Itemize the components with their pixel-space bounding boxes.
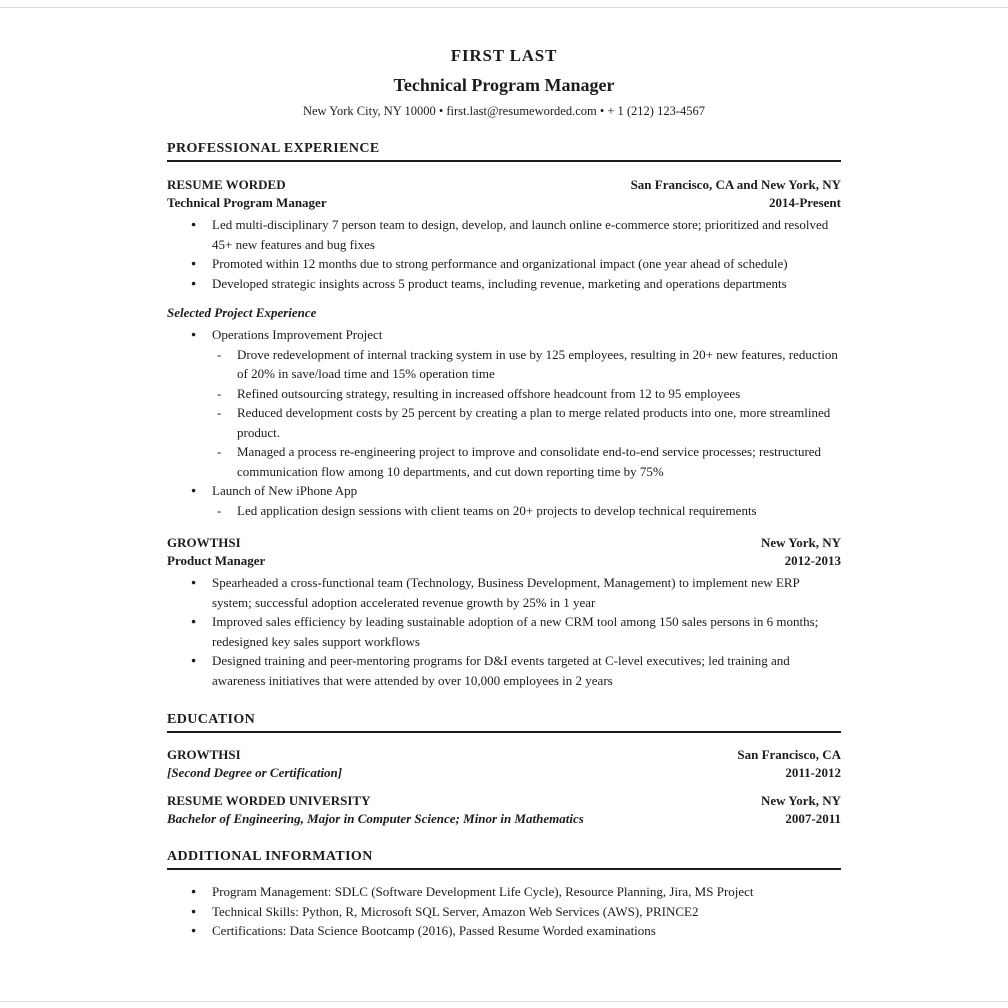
additional-bullet: ● Program Management: SDLC (Software Development Life Cycle), Resource Planning, Jira, MS Project: [167, 882, 841, 902]
project-title: ● Operations Improvement Project: [167, 325, 841, 345]
experience-bullet-list: [167, 215, 841, 293]
contact-line: New York City, NY 10000 • first.last@resumeworded.com • + 1 (212) 123-4567: [302, 104, 706, 118]
experience-bullet: ● Developed strategic insights across 5 product teams, including revenue, marketing and operations departments: [167, 274, 841, 294]
subsection-heading-selected-projects: Selected Project Experience: [167, 305, 317, 320]
additional-bullet: ● Certifications: Data Science Bootcamp (2016), Passed Resume Worded examinations: [167, 921, 841, 941]
job-entry-resume-worded: [167, 177, 841, 520]
company-location: New York, NY: [760, 535, 841, 550]
project-list: [167, 325, 841, 520]
candidate-name: FIRST LAST: [450, 46, 558, 65]
resume-header: [167, 46, 841, 119]
education-entry-growthsi: [167, 747, 841, 781]
section-professional-experience: [167, 141, 841, 690]
role-row: [167, 195, 841, 211]
job-dates: 2014-Present: [769, 195, 841, 210]
experience-bullet: ● Designed training and peer-mentoring programs for D&I events targeted at C-level executives; led training and awareness initiatives that were attended by over 10,000 employees in 2 years: [167, 651, 841, 690]
page-top-edge: [0, 7, 1008, 8]
project-detail: - Managed a process re-engineering project to improve and consolidate end-to-end service processes; restructured communication flow among 10 departments, and cut down reporting time by 75%: [167, 442, 841, 481]
company-name: GROWTHSI: [167, 535, 241, 550]
company-row: [167, 535, 841, 551]
project-title: ● Launch of New iPhone App: [167, 481, 841, 501]
project-detail: - Reduced development costs by 25 percent by creating a plan to merge related products into one, more streamlined product.: [167, 403, 841, 442]
candidate-title: Technical Program Manager: [393, 75, 615, 95]
section-education: [167, 712, 841, 827]
school-row: [167, 793, 841, 809]
job-title: Technical Program Manager: [167, 195, 327, 210]
project-detail: - Drove redevelopment of internal tracking system in use by 125 employees, resulting in 20+ new features, reduction of 20% in save/load time and 15% operation time: [167, 345, 841, 384]
resume-document: [167, 0, 841, 941]
school-location: San Francisco, CA: [737, 747, 841, 762]
job-title: Product Manager: [167, 553, 266, 568]
experience-bullet: ● Led multi-disciplinary 7 person team to design, develop, and launch online e-commerce store; prioritized and resolved 45+ new features and bug fixes: [167, 215, 841, 254]
degree-line: [Second Degree or Certification]: [167, 765, 343, 780]
experience-bullet: ● Spearheaded a cross-functional team (Technology, Business Development, Management) to implement new ERP system; successful adoption accelerated revenue growth by 25% in 1 year: [167, 573, 841, 612]
experience-bullet: ● Improved sales efficiency by leading sustainable adoption of a new CRM tool among 150 sales persons in 6 months; redesigned key sales support workflows: [167, 612, 841, 651]
education-dates: 2007-2011: [785, 811, 841, 826]
education-entry-resume-worded-university: [167, 793, 841, 827]
project-detail: - Led application design sessions with client teams on 20+ projects to develop technical requirements: [167, 501, 841, 521]
section-heading-education: EDUCATION: [167, 712, 841, 733]
degree-line: Bachelor of Engineering, Major in Computer Science; Minor in Mathematics: [167, 811, 584, 826]
school-name: RESUME WORDED UNIVERSITY: [167, 793, 371, 808]
additional-bullet: ● Technical Skills: Python, R, Microsoft SQL Server, Amazon Web Services (AWS), PRINCE2: [167, 902, 841, 922]
education-dates: 2011-2012: [785, 765, 841, 780]
degree-row: [167, 765, 841, 781]
company-name: RESUME WORDED: [167, 177, 286, 192]
job-dates: 2012-2013: [784, 553, 841, 568]
section-additional-information: [167, 849, 841, 941]
section-heading-additional-information: ADDITIONAL INFORMATION: [167, 849, 841, 870]
company-location: San Francisco, CA and New York, NY: [630, 177, 841, 192]
experience-bullet-list: [167, 573, 841, 690]
additional-bullet-list: [167, 882, 841, 941]
job-entry-growthsi: [167, 535, 841, 690]
experience-bullet: ● Promoted within 12 months due to strong performance and organizational impact (one year ahead of schedule): [167, 254, 841, 274]
school-name: GROWTHSI: [167, 747, 241, 762]
school-location: New York, NY: [760, 793, 841, 808]
project-detail: - Refined outsourcing strategy, resulting in increased offshore headcount from 12 to 95 employees: [167, 384, 841, 404]
company-row: [167, 177, 841, 193]
role-row: [167, 553, 841, 569]
degree-row: [167, 811, 841, 827]
school-row: [167, 747, 841, 763]
page-bottom-edge: [0, 1001, 1008, 1002]
section-heading-professional-experience: PROFESSIONAL EXPERIENCE: [167, 141, 841, 162]
